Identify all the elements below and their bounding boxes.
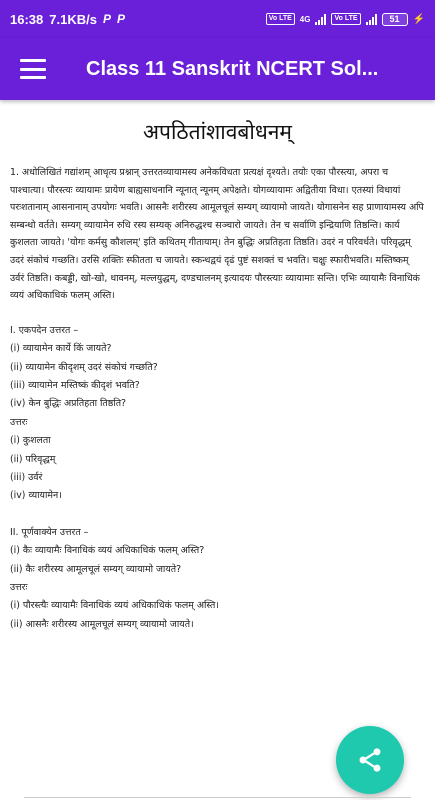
answer: (ii) परिवृद्धम् [10,453,56,465]
section-title: I. एकपदेन उत्तरत – [10,324,79,336]
answer: (i) कुशलता [10,435,51,447]
question: (i) कैः व्यायामैः विनाधिकं व्ययं अधिकाधिकं फलम् अस्ति? [10,545,205,557]
question: (iii) व्यायामेन मस्तिष्कं कीदृशं भवति? [10,379,140,391]
network-type: 4G [299,14,311,24]
status-left [10,12,125,27]
question: (ii) कैः शरीरस्य आमूलचूलं सम्यग् व्यायामो जायते? [10,563,182,575]
section-title: II. पूर्णवाक्येन उत्तरत – [10,526,89,538]
battery-icon [382,13,408,26]
volte-badge: Vo LTE [331,13,360,25]
question: (iv) केन बुद्धिः अप्रतिहता तिष्ठति? [10,398,127,410]
charging-icon: ⚡ [412,13,425,25]
share-icon [356,746,384,774]
answer: (i) पौरस्त्यैः व्यायामैः विनाधिकं व्ययं अधिकाधिकं फलम् अस्ति। [10,600,219,612]
question: (ii) व्यायामेन कीदृशम् उदरं संकोचं गच्छति? [10,361,158,373]
answer: (iv) व्यायामेन। [10,490,62,502]
answer-label: उत्तरः [10,582,28,594]
status-right [266,13,425,26]
content [0,100,435,634]
notification-app-icon: P [116,12,125,26]
app-bar [0,38,435,100]
battery-level: 51 [389,14,400,24]
passage-text: 1. अधोलिखितं गद्यांशम् आधृत्य प्रश्नान् उत्तरतव्यायामस्य अनेकविधता प्रत्यक्षं दृश्यते। तयोः एका पौरस्त्या, अपरा च पाश्चात्या। पौरस्त्यः व्यायामः प्रायेण बाह्यसाधनानि न्यूनात् न्यूनम् अपेक्षते। योगव्यायामः अद्वितीया विधा। एतस्यां विधायां परःशतानाम् आसनानाम् उपयोगः भवति। आसनैः शरीरस्य आमूलचूलं सम्यग् व्यायामो जायते। योगासनेन सह प्राणायामस्य अपि सम्बन्धो वर्तते। सम्यग् व्यायामेन रुधि रस्य सम्यक् अनिरुद्धश्च सञ्चारो जायते। तेन च सर्वाणि इन्द्रियाणि तिष्ठन्ति। कार्य कुशलता जायते। 'योगः कर्मसु कौशलम्' इति कथितम् गीतायाम्। तेन बुद्धिः अप्रतिहता तिष्ठति। उदरं न परिवर्धते। परिवृद्धम् उदरं संकोचं गच्छति। उरसि शक्तिः स्फीतता च जायते। स्कन्धद्वयं दृढं पुष्टं सशक्तं च भवति। चक्षुः स्फारीभवति। मस्तिष्कम् उर्वरं तिष्ठति। कबड्डी, खो-खो, धावनम्, मल्लयुद्धम्, दण्डचालनम् इत्यादयः पौरस्त्याः व्यायामाः सन्ति। एभिः व्यायामैः विनाधिकं व्ययं अधिकाधिकं फलम् अस्ति। [10,167,424,302]
status-bar [0,0,435,38]
volte-badge: Vo LTE [266,13,295,25]
status-time: 16:38 [10,11,44,27]
signal-icon [366,14,377,25]
status-speed: 7.1KB/s [49,11,97,27]
notification-app-icon: P [102,12,111,26]
share-button[interactable] [336,726,404,794]
app-title: Class 11 Sanskrit NCERT Sol... [86,57,379,80]
answer: (ii) आसनैः शरीरस्य आमूलचूलं सम्यग् व्यायामो जायते। [10,618,194,630]
question: (i) व्यायामेन कार्ये किं जायते? [10,343,112,355]
hamburger-menu-icon[interactable] [20,59,46,79]
signal-icon [315,14,326,25]
page-heading: अपठितांशावबोधनम् [143,120,292,144]
divider [24,797,411,798]
answer-label: उत्तरः [10,416,28,428]
answer: (iii) उर्वरं [10,472,43,483]
